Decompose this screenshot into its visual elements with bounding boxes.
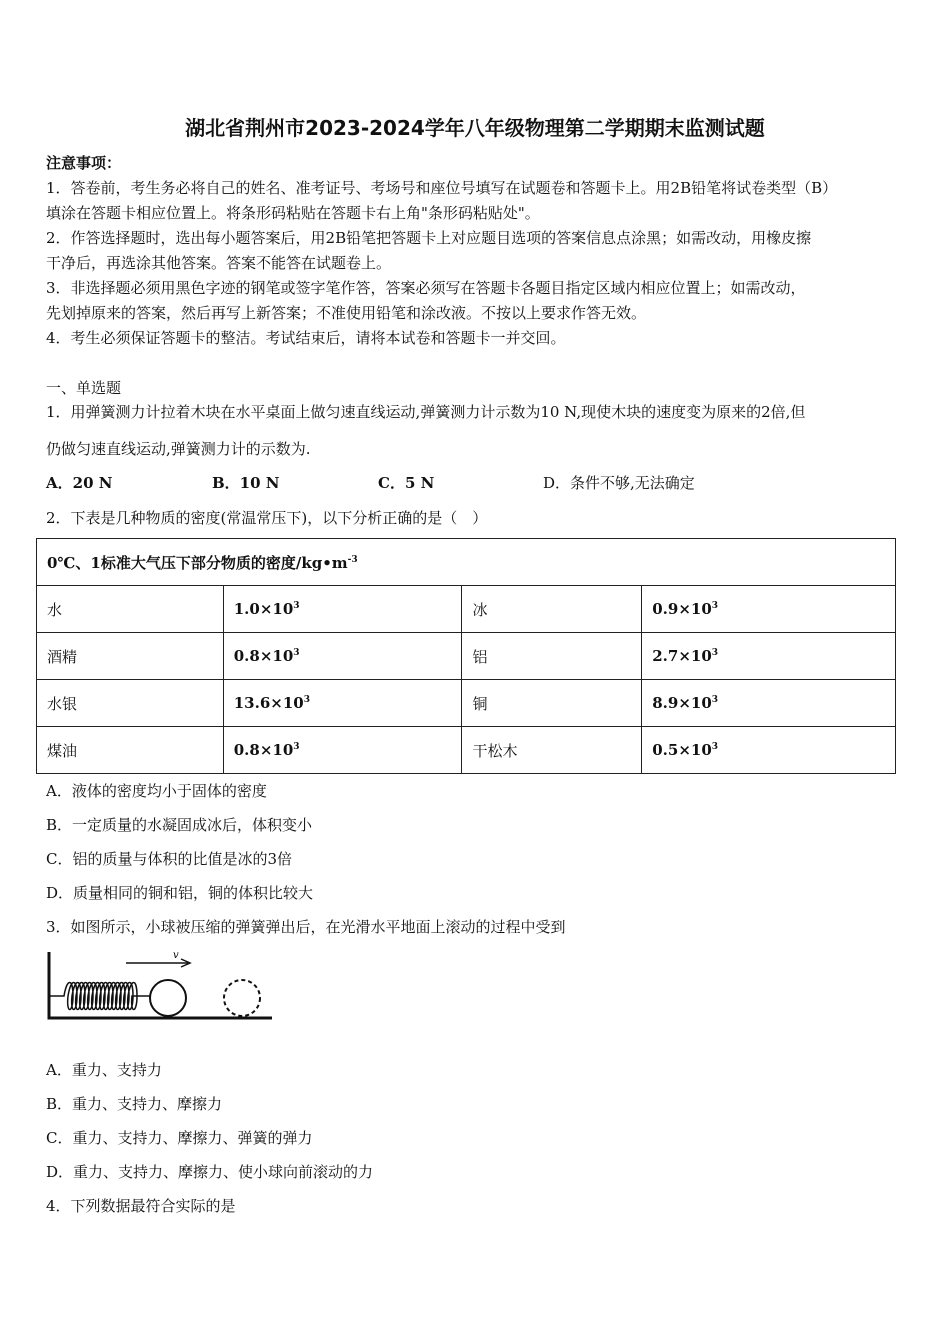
q2-option-d: D．质量相同的铜和铝，铜的体积比较大 xyxy=(46,884,314,902)
page-title: 湖北省荆州市2023-2024学年八年级物理第二学期期末监测试题 xyxy=(185,116,765,140)
section-heading: 一、单选题 xyxy=(46,379,122,397)
q1-option-a: A．20 N xyxy=(46,474,113,492)
notice-heading: 注意事项： xyxy=(46,154,122,172)
q2-stem: 2．下表是几种物质的密度(常温常压下)，以下分析正确的是（ ） xyxy=(46,509,488,527)
table-row: 水银 $13.6\times 10^3$ 铜 $8.9\times 10^3$ xyxy=(37,680,896,727)
q1-option-c: C．5 N xyxy=(378,474,435,492)
q2-option-c: C．铝的质量与体积的比值是冰的3倍 xyxy=(46,850,293,868)
notice-line: 填涂在答题卡相应位置上。将条形码粘贴在答题卡右上角"条形码粘贴处"。 xyxy=(46,204,540,222)
notice-line: 先划掉原来的答案，然后再写上新答案；不准使用铅笔和涂改液。不按以上要求作答无效。 xyxy=(46,304,647,322)
q3-option-a: A．重力、支持力 xyxy=(46,1061,162,1079)
q1-stem-cont: 仍做匀速直线运动,弹簧测力计的示数为. xyxy=(46,440,311,458)
ball-icon xyxy=(150,980,186,1016)
spring-ball-diagram xyxy=(44,948,276,1026)
notice-line: 3．非选择题必须用黑色字迹的钢笔或签字笔作答，答案必须写在答题卡各题目指定区域内相应位置上；如需改动， xyxy=(46,279,806,297)
q1-stem: 1．用弹簧测力计拉着木块在水平桌面上做匀速直线运动,弹簧测力计示数为10 N,现使木块的速度变为原来的2倍,但 xyxy=(46,403,806,421)
q3-option-b: B．重力、支持力、摩擦力 xyxy=(46,1095,223,1113)
table-row: 煤油 $0.8\times 10^3$ 干松木 $0.5\times 10^3$ xyxy=(37,727,896,774)
q1-option-b: B．10 N xyxy=(212,474,280,492)
density-table xyxy=(36,538,896,774)
q2-option-a: A．液体的密度均小于固体的密度 xyxy=(46,782,267,800)
notice-line: 干净后，再选涂其他答案。答案不能答在试题卷上。 xyxy=(46,254,392,272)
table-row: 酒精 $0.8\times 10^3$ 铝 $2.7\times 10^3$ xyxy=(37,633,896,680)
table-header: 0℃、1标准大气压下部分物质的密度$/kg•m^{-3}$ xyxy=(37,539,896,586)
notice-line: 2．作答选择题时，选出每小题答案后，用2B铅笔把答题卡上对应题目选项的答案信息点涂黑；如需改动，用橡皮擦 xyxy=(46,229,812,247)
q3-option-d: D．重力、支持力、摩擦力、使小球向前滚动的力 xyxy=(46,1163,374,1181)
q3-option-c: C．重力、支持力、摩擦力、弹簧的弹力 xyxy=(46,1129,313,1147)
velocity-label: v xyxy=(173,950,179,961)
q4-stem: 4．下列数据最符合实际的是 xyxy=(46,1197,236,1215)
spring-icon xyxy=(49,983,154,1010)
q2-option-b: B．一定质量的水凝固成冰后，体积变小 xyxy=(46,816,313,834)
notice-line: 4．考生必须保证答题卡的整洁。考试结束后，请将本试卷和答题卡一并交回。 xyxy=(46,329,566,347)
q1-option-d: D．条件不够,无法确定 xyxy=(543,474,695,492)
notice-line: 1．答卷前，考生务必将自己的姓名、准考证号、考场号和座位号填写在试题卷和答题卡上。用2B铅笔将试卷类型（B） xyxy=(46,179,838,197)
dashed-ball-icon xyxy=(224,980,260,1016)
q3-stem: 3．如图所示，小球被压缩的弹簧弹出后，在光滑水平地面上滚动的过程中受到 xyxy=(46,918,566,936)
table-row: 水 $1.0\times 10^3$ 冰 $0.9\times 10^3$ xyxy=(37,586,896,633)
